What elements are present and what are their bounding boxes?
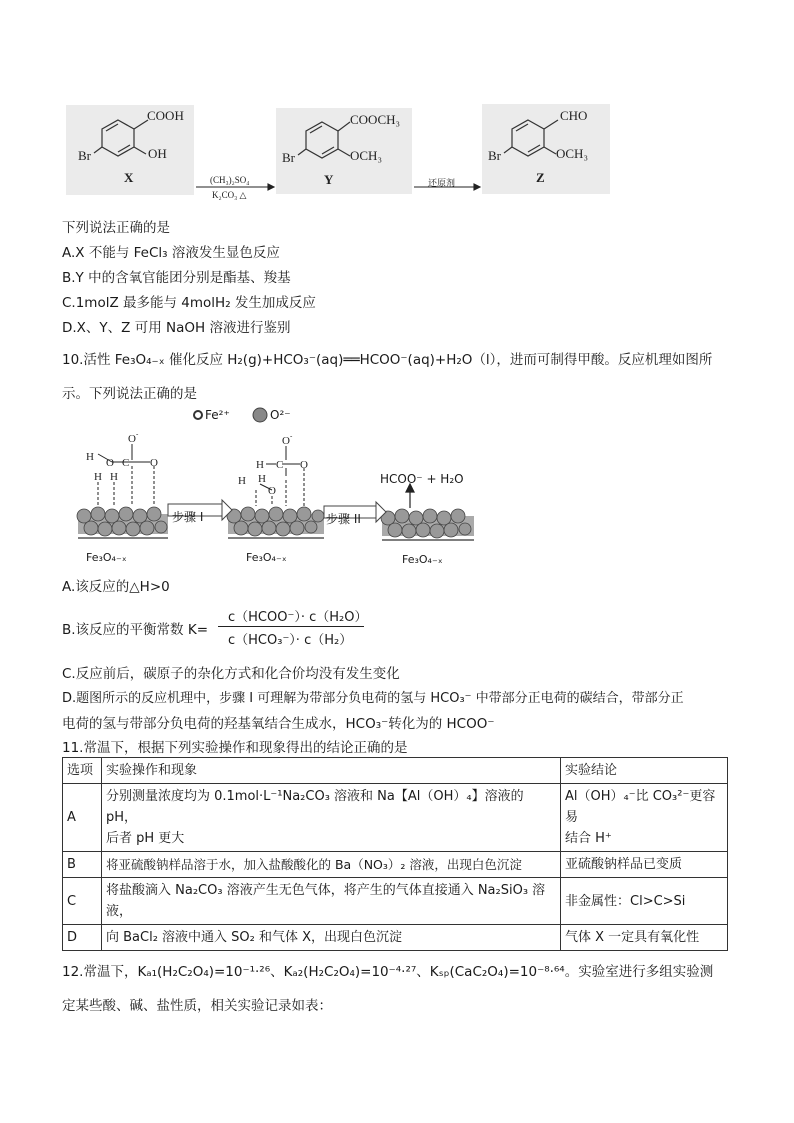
o2-legend-label: O²⁻: [270, 408, 291, 422]
operation-line: 后者 pH 更大: [106, 831, 185, 846]
z-br-label: Br: [488, 148, 501, 163]
svg-text:O: O: [128, 433, 136, 445]
catalyst-label-3: Fe₃O₄₋ₓ: [402, 553, 443, 566]
z-cho-label: CHO: [560, 108, 588, 123]
molecule-1-atoms: [86, 430, 158, 483]
catalyst-surface-1: [77, 507, 168, 538]
q12-stem-line2: 定某些酸、碱、盐性质，相关实验记录如表：: [62, 998, 332, 1014]
svg-text:O: O: [300, 459, 308, 471]
row-option: D: [63, 925, 102, 951]
q9-option-c: C.1molZ 最多能与 4molH₂ 发生加成反应: [62, 295, 316, 311]
q10-option-d-line2: 电荷的氢与带部分负电荷的羟基氧结合生成水，HCO₃⁻转化为的 HCOO⁻: [62, 716, 495, 732]
catalyst-surface-3: [381, 509, 474, 540]
fraction-bar: [218, 626, 364, 627]
table-header-row: [63, 758, 728, 784]
catalyst-surface-2: [227, 507, 324, 538]
row-operation: [102, 878, 561, 925]
table-row: [63, 784, 728, 852]
svg-text:O: O: [106, 457, 114, 469]
q10-option-d-line1: D.题图所示的反应机理中，步骤 I 可理解为带部分负电荷的氢与 HCO₃⁻ 中带部分正电荷的碳结合，带部分正: [62, 691, 684, 706]
q9-option-a: A.X 不能与 FeCl₃ 溶液发生显色反应: [62, 245, 280, 261]
experiment-table: [62, 757, 728, 951]
svg-text:C: C: [276, 459, 284, 471]
y-label: Y: [324, 172, 334, 187]
row-conclusion: 非金属性：Cl>C>Si: [561, 878, 728, 925]
q10-option-a: A.该反应的△H>0: [62, 579, 170, 595]
svg-text:C: C: [122, 457, 130, 469]
svg-text:-: -: [136, 430, 139, 438]
row-conclusion: 气体 X 一定具有氧化性: [561, 925, 728, 951]
svg-text:H: H: [238, 475, 246, 487]
catalyst-label-1: Fe₃O₄₋ₓ: [86, 551, 127, 564]
q12-stem-line1: 12.常温下，Kₐ₁(H₂C₂O₄)=10⁻¹·²⁶、Kₐ₂(H₂C₂O₄)=10⁻⁴·²⁷、Kₛₚ(CaC₂O₄)=10⁻⁸·⁶⁴。实验室进行多组实验测: [62, 964, 714, 980]
step1-label: 步骤 I: [172, 510, 204, 524]
svg-text:-: -: [290, 432, 293, 440]
x-cooh-label: COOH: [147, 108, 184, 123]
row-option: C: [63, 878, 102, 925]
operation-line: 将盐酸滴入 Na₂CO₃ 溶液产生无色气体，将产生的气体直接通入 Na₂SiO₃ 溶: [106, 883, 546, 898]
arrow1-reagent: (CH₃)₂SO₄: [210, 175, 250, 185]
header-option: 选项: [63, 758, 102, 784]
header-conclusion: 实验结论: [561, 758, 728, 784]
bicarbonate-adsorbed: [98, 444, 154, 506]
mechanism-diagram: [60, 404, 480, 574]
product-label: HCOO⁻ + H₂O: [380, 472, 464, 486]
svg-text:O: O: [268, 485, 276, 497]
y-br-label: Br: [282, 150, 295, 165]
z-och3-label: OCH₃: [556, 146, 588, 161]
svg-text:H: H: [86, 451, 94, 463]
q11-stem: 11.常温下，根据下列实验操作和现象得出的结论正确的是: [62, 740, 408, 756]
catalyst-label-2: Fe₃O₄₋ₓ: [246, 551, 287, 564]
y-och3-label: OCH₃: [350, 148, 382, 163]
q10-option-b-numerator: c（HCOO⁻）· c（H₂O）: [228, 610, 368, 625]
arrow2-reagent: 还原剂: [428, 178, 456, 188]
row-option: B: [63, 852, 102, 878]
product-release-arrow: [406, 484, 414, 508]
row-operation: 将亚硫酸钠样品溶于水，加入盐酸酸化的 Ba（NO₃）₂ 溶液，出现白色沉淀: [102, 852, 561, 878]
svg-text:O: O: [282, 435, 290, 447]
row-operation: 向 BaCl₂ 溶液中通入 SO₂ 和气体 X，出现白色沉淀: [102, 925, 561, 951]
benzene-ring-z: [504, 120, 558, 156]
fe2-legend-icon: [194, 411, 202, 419]
y-cooch3-label: COOCH₃: [350, 112, 401, 127]
q10-option-c: C.反应前后，碳原子的杂化方式和化合价均没有发生变化: [62, 666, 400, 682]
conclusion-line: Al（OH）₄⁻比 CO₃²⁻更容易: [565, 789, 716, 825]
operation-line: 液，: [106, 904, 133, 919]
conclusion-line: 结合 H⁺: [565, 831, 612, 846]
svg-text:O: O: [150, 457, 158, 469]
row-operation: [102, 784, 561, 852]
step2-label: 步骤 II: [326, 512, 361, 526]
fe2-legend-label: Fe²⁺: [205, 408, 230, 422]
row-conclusion: [561, 784, 728, 852]
q10-stem-line1: 10.活性 Fe₃O₄₋ₓ 催化反应 H₂(g)+HCO₃⁻(aq)══HCOO⁻(aq)+H₂O（l），进而可制得甲酸。反应机理如图所: [62, 352, 713, 368]
q9-option-d: D.X、Y、Z 可用 NaOH 溶液进行鉴别: [62, 320, 291, 336]
benzene-ring-x: [94, 120, 148, 156]
benzene-ring-y: [298, 122, 350, 158]
x-br-label: Br: [78, 148, 91, 163]
z-label: Z: [536, 170, 545, 185]
header-operation: 实验操作和现象: [102, 758, 561, 784]
svg-text:H: H: [256, 459, 264, 471]
table-row: [63, 852, 728, 878]
svg-text:H: H: [258, 473, 266, 485]
arrow1-conditions: K₂CO₃ △: [212, 190, 247, 200]
operation-line: 分别测量浓度均为 0.1mol·L⁻¹Na₂CO₃ 溶液和 Na【Al（OH）₄】溶液的 pH，: [106, 789, 524, 825]
table-row: [63, 925, 728, 951]
q9-stem: 下列说法正确的是: [62, 220, 170, 236]
x-oh-label: OH: [148, 146, 167, 161]
row-conclusion: 亚硫酸钠样品已变质: [561, 852, 728, 878]
q9-option-b: B.Y 中的含氧官能团分别是酯基、羧基: [62, 270, 291, 286]
q10-option-b-denominator: c（HCO₃⁻）· c（H₂）: [228, 633, 353, 648]
svg-text:H: H: [94, 471, 102, 483]
q10-stem-line2: 示。下列说法正确的是: [62, 386, 197, 402]
table-row: [63, 878, 728, 925]
svg-text:H: H: [110, 471, 118, 483]
x-label: X: [124, 170, 134, 185]
q10-option-b-prefix: B.该反应的平衡常数 K=: [62, 622, 209, 638]
o2-legend-icon: [253, 408, 267, 422]
row-option: A: [63, 784, 102, 852]
